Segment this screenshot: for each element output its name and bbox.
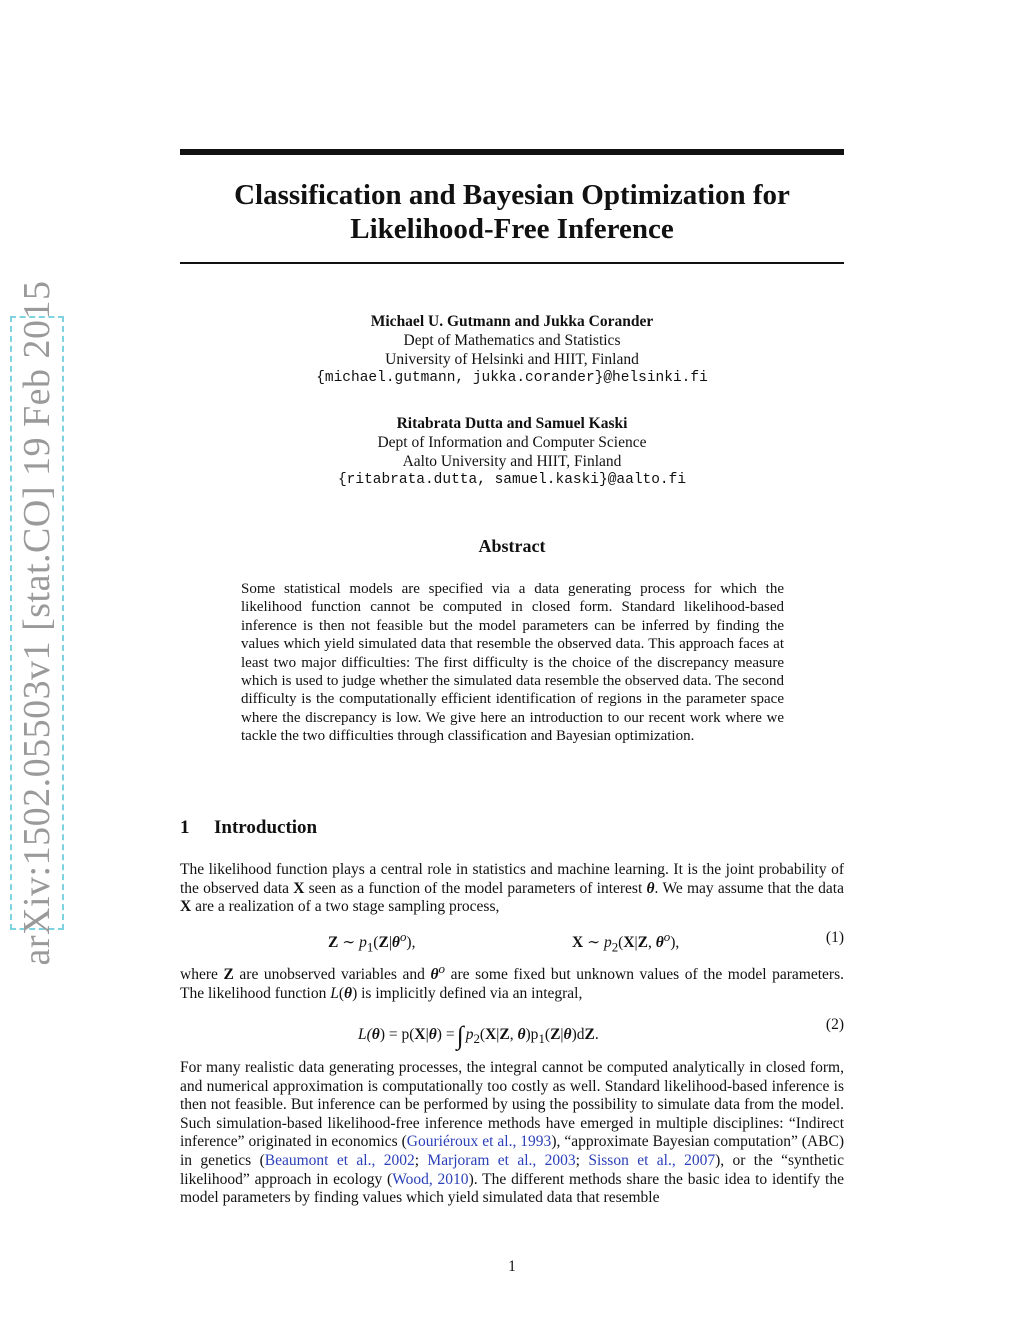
author-dept: Dept of Information and Computer Science bbox=[377, 434, 647, 451]
section-number: 1 bbox=[180, 817, 190, 838]
math-bar: | bbox=[634, 934, 638, 952]
math-theta: θ bbox=[646, 879, 655, 897]
author-email[interactable]: {ritabrata.dutta, samuel.kaski}@aalto.fi bbox=[337, 472, 687, 488]
math-theta: θ bbox=[371, 1026, 380, 1043]
abstract-heading: Abstract bbox=[478, 536, 546, 556]
math-X: X bbox=[623, 934, 635, 952]
paper-title bbox=[180, 178, 844, 246]
text-run: ), or the “synthetic likelihood” approach in ecology ( bbox=[180, 1151, 844, 1188]
equation-1 bbox=[180, 929, 844, 953]
integral-sign: ∫ bbox=[456, 1021, 464, 1050]
page-number: 1 bbox=[508, 1258, 516, 1275]
equation-2-body bbox=[358, 1016, 599, 1050]
math-Z: Z bbox=[378, 934, 389, 952]
text-run: are a realization of a two stage sampling process, bbox=[191, 898, 500, 916]
author-names: Michael U. Gutmann and Jukka Corander bbox=[370, 313, 654, 330]
math-sub: 1 bbox=[538, 1031, 545, 1047]
math-bar: | bbox=[425, 1026, 429, 1043]
text-run: ) is implicitly defined via an integral, bbox=[352, 984, 583, 1002]
title-line-1: Classification and Bayesian Optimization for bbox=[234, 179, 790, 211]
equation-number: (2) bbox=[825, 1016, 844, 1033]
math-sub: 2 bbox=[473, 1031, 480, 1047]
math-paren: ( bbox=[544, 1026, 551, 1043]
abstract-text: Some statistical models are specified via a data generating process for which the likelihood function cannot be computed in closed form. Standard likelihood-based inference is then not feasible but the model parameters can be inferred by finding the values which yield simulated data that resemble the observed data. This approach faces at least two major difficulties: The first difficulty is the choice of the discrepancy measure which is used to judge whether the simulated data resemble the observed data. The second difficulty is the computationally efficient identification of regions in the parameter space where the discrepancy is low. We give here an introduction to our recent work where we tackle the two difficulties through classification and Bayesian optimization. bbox=[241, 581, 784, 745]
intro-paragraph-1 bbox=[180, 861, 844, 917]
citation-link[interactable]: Gouriéroux et al., 1993 bbox=[406, 1133, 552, 1151]
math-paren: ( bbox=[479, 1026, 486, 1043]
math-theta: θ bbox=[391, 934, 400, 952]
section-heading bbox=[180, 817, 317, 839]
math-sup: o bbox=[438, 961, 445, 976]
math-theta: θ bbox=[344, 984, 353, 1002]
author-names: Ritabrata Dutta and Samuel Kaski bbox=[396, 415, 628, 432]
math-text: )d bbox=[571, 1026, 585, 1043]
math-sup: o bbox=[399, 929, 407, 944]
text-run: where bbox=[180, 966, 224, 984]
math-theta: θ bbox=[563, 1026, 572, 1043]
equation-1-right bbox=[572, 929, 679, 955]
math-X: X bbox=[485, 1026, 497, 1043]
text-run: ). The different methods share the basic idea to identify the model parameters by finding values which yield simulated data that resemble bbox=[180, 1170, 844, 1207]
math-sub: 1 bbox=[366, 939, 374, 955]
math-X: X bbox=[293, 879, 305, 897]
citation-link[interactable]: Marjoram et al., 2003 bbox=[427, 1151, 576, 1169]
math-comma: , bbox=[509, 1026, 518, 1043]
math-theta: θ bbox=[517, 1026, 526, 1043]
equation-number: (1) bbox=[825, 929, 844, 946]
math-sup: o bbox=[663, 929, 671, 944]
math-text: ) = bbox=[436, 1026, 455, 1043]
math-sub: 2 bbox=[611, 939, 619, 955]
equation-1-left bbox=[328, 929, 415, 955]
author-email[interactable]: {michael.gutmann, jukka.corander}@helsinki.fi bbox=[316, 370, 708, 386]
math-theta: θ bbox=[655, 934, 664, 952]
author-block-2 bbox=[180, 414, 844, 490]
text-run: seen as a function of the model parameters of interest bbox=[304, 879, 647, 897]
intro-paragraph-2 bbox=[180, 960, 844, 1003]
math-paren: ( bbox=[618, 934, 624, 952]
intro-paragraph-3 bbox=[180, 1059, 844, 1208]
arxiv-stamp[interactable] bbox=[10, 280, 64, 966]
math-Z: Z bbox=[637, 934, 648, 952]
title-line-2: Likelihood-Free Inference bbox=[350, 213, 674, 245]
math-paren: ( bbox=[373, 934, 379, 952]
math-paren: ( bbox=[338, 984, 345, 1002]
math-sim: ∼ p bbox=[338, 934, 367, 952]
arxiv-stamp-text: arXiv:1502.05503v1 [stat.CO] 19 Feb 2015 bbox=[16, 280, 58, 966]
math-comma: , bbox=[647, 934, 656, 952]
text-run: ; bbox=[575, 1151, 589, 1169]
text-run: For many realistic data generating processes, the integral cannot be computed analytically in closed form, and numerical approximation is computationally too costly as well. Standard likelihood-based inference is then not feasible. But inference can be performed by using the possibility to simulate data from the model. Such simulation-based likelihood-free inference methods have emerged in multiple disciplines: “Indirect inference” originated in economics ( bbox=[180, 1059, 844, 1151]
citation-link[interactable]: Sisson et al., 2007 bbox=[588, 1151, 716, 1169]
math-L: L bbox=[330, 984, 339, 1002]
math-text: ) = p( bbox=[379, 1026, 415, 1043]
title-rule-bottom bbox=[180, 262, 844, 264]
citation-link[interactable]: Beaumont et al., 2002 bbox=[264, 1151, 415, 1169]
math-p: p bbox=[465, 1026, 474, 1043]
math-Z: Z bbox=[223, 966, 234, 984]
title-rule-top bbox=[180, 149, 844, 155]
math-bar: | bbox=[496, 1026, 500, 1043]
equation-2 bbox=[180, 1016, 844, 1050]
author-univ: University of Helsinki and HIIT, Finland bbox=[385, 351, 639, 368]
math-Z: Z bbox=[328, 934, 339, 952]
math-theta: θ bbox=[430, 966, 439, 984]
author-block-1 bbox=[180, 312, 844, 388]
author-univ: Aalto University and HIIT, Finland bbox=[402, 453, 622, 470]
math-X: X bbox=[414, 1026, 426, 1043]
math-Z: Z bbox=[550, 1026, 561, 1043]
math-Z: Z bbox=[499, 1026, 510, 1043]
math-bar: | bbox=[388, 934, 392, 952]
math-sim: ∼ p bbox=[583, 934, 612, 952]
math-paren: ), bbox=[670, 934, 680, 952]
math-bar: | bbox=[560, 1026, 564, 1043]
math-X: X bbox=[180, 898, 192, 916]
math-theta: θ bbox=[428, 1026, 437, 1043]
math-Z: Z bbox=[584, 1026, 595, 1043]
text-run: The likelihood function plays a central role in statistics and machine learning. It is the joint probability of the observed data bbox=[180, 861, 844, 897]
section-title: Introduction bbox=[214, 817, 318, 838]
math-paren: ), bbox=[406, 934, 416, 952]
text-run: ; bbox=[414, 1151, 428, 1169]
text-run: are unobserved variables and bbox=[233, 966, 431, 984]
citation-link[interactable]: Wood, 2010 bbox=[392, 1170, 469, 1188]
author-dept: Dept of Mathematics and Statistics bbox=[403, 332, 621, 349]
text-run: ), “approximate Bayesian computation” (ABC) in genetics ( bbox=[180, 1133, 844, 1169]
math-X: X bbox=[572, 934, 584, 952]
math-text: )p bbox=[525, 1026, 539, 1043]
math-text: . bbox=[594, 1026, 599, 1043]
math-L: L( bbox=[358, 1026, 372, 1043]
text-run: are some fixed but unknown values of the model parameters. The likelihood function bbox=[180, 966, 844, 1002]
text-run: . We may assume that the data bbox=[654, 879, 844, 897]
